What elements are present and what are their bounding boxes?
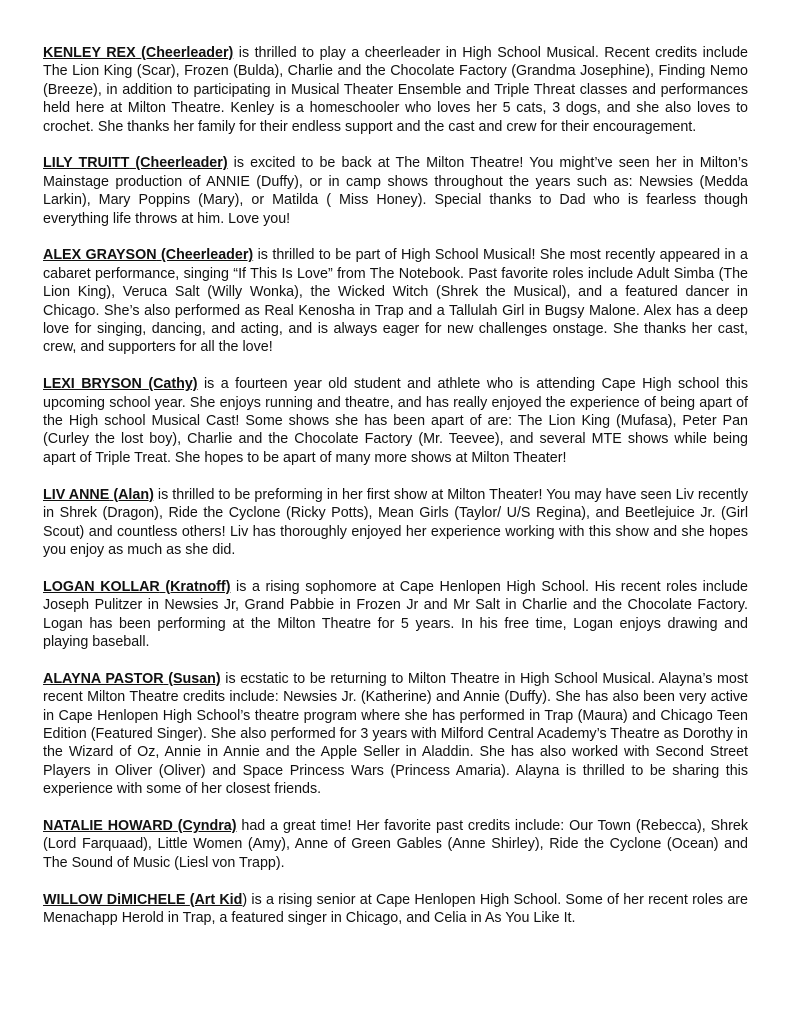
bio-heading <box>43 376 198 392</box>
bio-heading <box>43 45 233 61</box>
role-name: (Art Kid <box>189 891 243 908</box>
role-name: (Kratnoff) <box>165 578 231 595</box>
actor-name: NATALIE HOWARD <box>43 817 173 834</box>
bio-paragraph-kenley-rex <box>43 44 748 136</box>
actor-name: WILLOW DiMICHELE <box>43 891 186 908</box>
role-name: (Susan) <box>168 670 221 687</box>
role-name: (Cyndra) <box>177 817 237 834</box>
bio-heading <box>43 155 228 171</box>
bio-paragraph-alayna-pastor <box>43 670 748 799</box>
actor-name: LIV ANNE <box>43 486 110 503</box>
bio-text: is a rising sophomore at Cape Henlopen High School. His recent roles include Joseph Pulitzer in Newsies Jr, Grand Pabbie in Frozen Jr and Mr Salt in Charlie and the Chocolate Factory. Logan has been performing at the Milton Theatre for 5 years. In his free time, Logan enjoys drawing and playing baseball. <box>43 578 748 650</box>
role-name: (Cathy) <box>148 376 198 393</box>
bio-text: ) is a rising senior at Cape Henlopen High School. Some of her recent roles are Menachapp Herold in Trap, a featured singer in Chicago, and Celia in As You Like It. <box>43 891 748 926</box>
bio-heading <box>43 671 221 687</box>
actor-name: ALAYNA PASTOR <box>43 670 164 687</box>
actor-name: KENLEY REX <box>43 45 136 61</box>
bio-text: is excited to be back at The Milton Theatre! You might’ve seen her in Milton’s Mainstage production of ANNIE (Duffy), or in camp shows throughout the years such as: Newsies (Medda Larkin), Mary Poppins (Mary), or Matilda ( Miss Honey). Special thanks to Dad who is fearless though everything life throws at him. Love you! <box>43 155 748 227</box>
actor-name: ALEX GRAYSON <box>43 247 157 264</box>
bio-heading <box>43 487 154 503</box>
bios-page <box>43 44 748 927</box>
role-name: (Cheerleader) <box>141 45 234 61</box>
bio-paragraph-liv-anne <box>43 486 748 560</box>
bio-paragraph-logan-kollar <box>43 578 748 652</box>
bio-heading <box>43 579 230 595</box>
bio-paragraph-natalie-howard <box>43 817 748 872</box>
role-name: (Alan) <box>113 486 154 503</box>
bio-text: is thrilled to play a cheerleader in High School Musical. Recent credits include The Lion King (Scar), Frozen (Bulda), Charlie and the Chocolate Factory (Grandma Josephine), Finding Nemo (Breeze), in addition to participating in Musical Theater Ensemble and Triple Threat classes and performances held here at Milton Theatre. Kenley is a homeschooler who loves her 5 cats, 3 dogs, and she also loves to crochet. She thanks her family for their endless support and the cast and crew for their encouragement. <box>43 45 748 135</box>
bio-text: is a fourteen year old student and athlete who is attending Cape High school this upcoming school year. She enjoys running and theatre, and has really enjoyed the experience of being apart of the High school Musical Cast! Some shows she has been apart of are: The Lion King (Mufasa), Peter Pan (Curley the lost boy), Charlie and the Chocolate Factory (Mr. Teevee), and several MTE shows while being apart of Triple Treat. She hopes to be apart of many more shows at Milton Theater! <box>43 376 748 466</box>
bio-text: is thrilled to be part of High School Musical! She most recently appeared in a cabaret performance, singing “If This Is Love” from The Notebook. Past favorite roles include Adult Simba (The Lion King), Veruca Salt (Willy Wonka), the Wicked Witch (Shrek the Musical), and a featured dancer in Chicago. She’s also performed as Real Kenosha in Trap and a Tallulah Girl in Bugsy Malone. Alex has a deep love for singing, dancing, and acting, and is always eager for new challenges onstage. She thanks her cast, crew, and supporters for all the love! <box>43 247 749 356</box>
bio-text: is thrilled to be preforming in her first show at Milton Theater! You may have seen Liv recently in Shrek (Dragon), Ride the Cyclone (Ricky Potts), Mean Girls (Taylor/ U/S Regina), and Beetlejuice Jr. (Girl Scout) and countless others! Liv has thoroughly enjoyed her experience working with this show and she hopes you enjoy as much as she did. <box>43 486 748 558</box>
actor-name: LILY TRUITT <box>43 155 130 172</box>
actor-name: LEXI BRYSON <box>43 376 142 393</box>
bio-heading <box>43 818 237 834</box>
bio-heading <box>43 247 253 263</box>
bio-paragraph-lexi-bryson <box>43 375 748 467</box>
bio-text: is ecstatic to be returning to Milton Theatre in High School Musical. Alayna’s most recent Milton Theatre credits include: Newsies Jr. (Katherine) and Annie (Duffy). She has also been very active in Cape Henlopen High School’s theatre program where she has performed in Trap (Maura) and Chicago Teen Edition (Featured Singer). She also performed for 3 years with Milford Central Academy’s Theatre as Dorothy in the Wizard of Oz, Annie in Annie and the Apple Seller in Aladdin. She has also worked with Second Street Players in Oliver (Oliver) and Space Princess Wars (Princess Amaria). Alayna is thrilled to be sharing this experience with some of her closest friends. <box>43 670 748 798</box>
bio-paragraph-willow-dimichele <box>43 891 748 928</box>
bio-paragraph-lily-truitt <box>43 154 748 228</box>
bio-paragraph-alex-grayson <box>43 246 748 356</box>
bio-heading <box>43 892 242 908</box>
actor-name: LOGAN KOLLAR <box>43 578 160 595</box>
bio-text: had a great time! Her favorite past credits include: Our Town (Rebecca), Shrek (Lord Farquaad), Little Women (Amy), Anne of Green Gables (Anne Shirley), Ride the Cyclone (Ocean) and The Sound of Music (Liesl von Trapp). <box>43 817 748 871</box>
role-name: (Cheerleader) <box>135 155 228 172</box>
role-name: (Cheerleader) <box>160 247 254 264</box>
